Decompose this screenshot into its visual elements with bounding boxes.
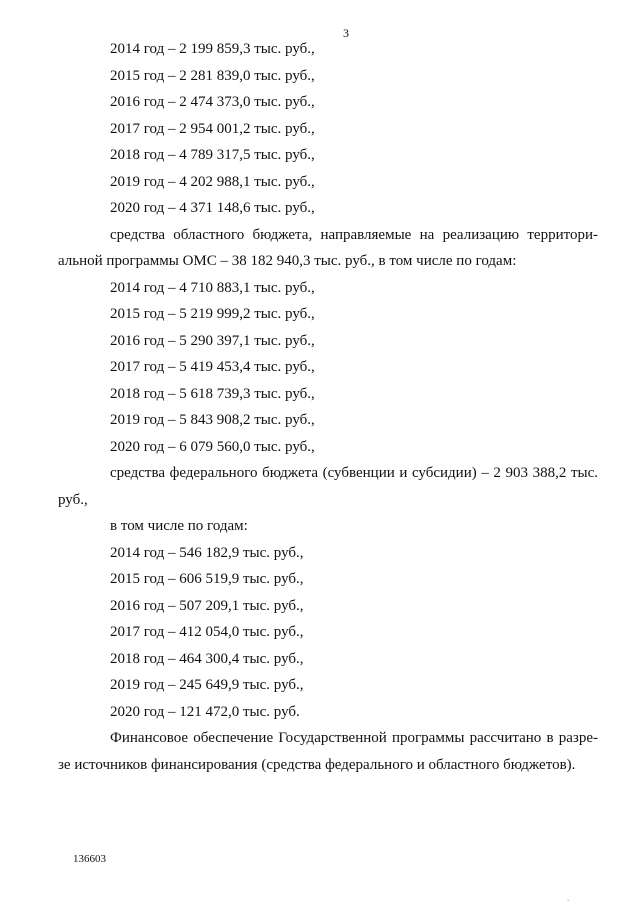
financing-paragraph-line2: зе источников финансирования (средства федерального и областного бюджетов). (58, 756, 576, 773)
group3-item: 2019 год – 245 649,9 тыс. руб., (110, 677, 304, 693)
group3-list (58, 540, 598, 726)
group3-item: 2016 год – 507 209,1 тыс. руб., (110, 597, 304, 614)
federal-budget-paragraph-line1: средства федерального бюджета (субвенции и субсидии) – 2 903 388,2 тыс. (110, 465, 598, 481)
group2-item: 2018 год – 5 618 739,3 тыс. руб., (110, 385, 315, 402)
group2-item: 2015 год – 5 219 999,2 тыс. руб., (110, 306, 315, 322)
group2-item: 2017 год – 5 419 453,4 тыс. руб., (110, 359, 315, 375)
group2-item: 2014 год – 4 710 883,1 тыс. руб., (110, 279, 315, 296)
group2-item: 2016 год – 5 290 397,1 тыс. руб., (110, 332, 315, 349)
regional-budget-paragraph-line2: альной программы ОМС – 38 182 940,3 тыс. руб., в том числе по годам: (58, 253, 517, 269)
group1-list (58, 36, 598, 222)
financing-paragraph-line1: Финансовое обеспечение Государственной программы рассчитано в разре- (110, 730, 598, 746)
group2-item: 2019 год – 5 843 908,2 тыс. руб., (110, 412, 315, 428)
group3-item: 2014 год – 546 182,9 тыс. руб., (110, 544, 304, 561)
group2-item: 2020 год – 6 079 560,0 тыс. руб., (110, 438, 315, 455)
group2-list (58, 275, 598, 461)
group1-item: 2018 год – 4 789 317,5 тыс. руб., (110, 147, 315, 163)
federal-budget-paragraph-line3: в том числе по годам: (110, 518, 248, 534)
group1-item: 2019 год – 4 202 988,1 тыс. руб., (110, 173, 315, 190)
document-code: 136603 (73, 853, 106, 865)
group1-item: 2020 год – 4 371 148,6 тыс. руб., (110, 200, 315, 216)
federal-budget-paragraph-line2: руб., (58, 491, 88, 508)
group1-item: 2015 год – 2 281 839,0 тыс. руб., (110, 67, 315, 84)
scan-mark: . (567, 893, 570, 903)
group3-item: 2017 год – 412 054,0 тыс. руб., (110, 624, 304, 640)
group3-item: 2020 год – 121 472,0 тыс. руб. (110, 703, 300, 720)
group1-item: 2017 год – 2 954 001,2 тыс. руб., (110, 120, 315, 137)
page-number: 3 (343, 26, 349, 40)
document-body (58, 36, 598, 778)
group3-item: 2015 год – 606 519,9 тыс. руб., (110, 571, 304, 587)
group1-item: 2014 год – 2 199 859,3 тыс. руб., (110, 41, 315, 57)
regional-budget-paragraph-line1: средства областного бюджета, направляемые на реализацию территори- (110, 226, 598, 243)
group3-item: 2018 год – 464 300,4 тыс. руб., (110, 650, 304, 667)
group1-item: 2016 год – 2 474 373,0 тыс. руб., (110, 94, 315, 110)
